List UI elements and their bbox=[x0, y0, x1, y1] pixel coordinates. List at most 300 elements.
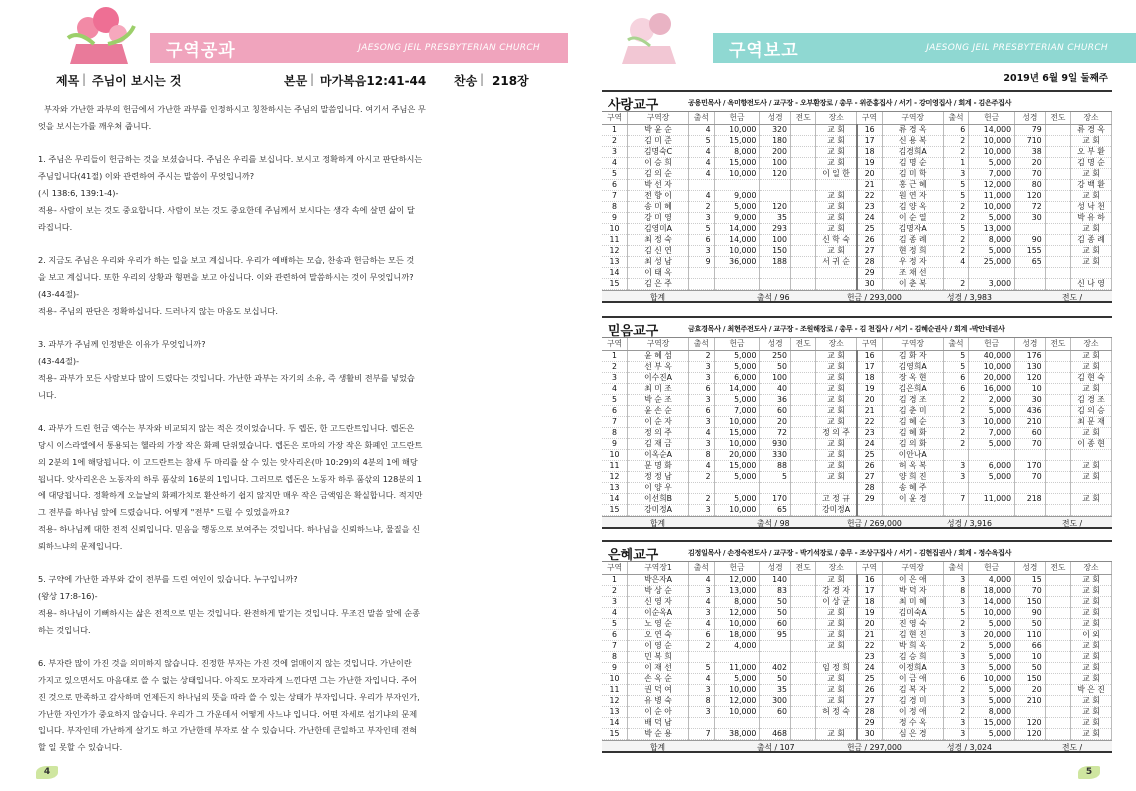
table-cell: 10 bbox=[1015, 651, 1046, 662]
table-cell: 8 bbox=[602, 201, 627, 212]
column-header: 헌금 bbox=[714, 338, 760, 350]
table-cell: 교 회 bbox=[816, 640, 857, 651]
table-cell: 20,000 bbox=[969, 372, 1015, 383]
table-cell bbox=[969, 482, 1015, 493]
table-cell: 3 bbox=[602, 146, 627, 157]
table-cell bbox=[790, 267, 815, 278]
table-cell: 정 수 옥 bbox=[882, 717, 943, 728]
lesson-line: 할 일 못할 수 있습니다. bbox=[38, 742, 123, 753]
table-cell: 성 낙 천 bbox=[1071, 201, 1112, 212]
table-cell: 15 bbox=[1015, 574, 1046, 585]
table-cell: 5,000 bbox=[969, 651, 1015, 662]
table-cell: 강 경 자 bbox=[816, 585, 857, 596]
table-cell: 20 bbox=[1015, 684, 1046, 695]
table-cell: 교 회 bbox=[816, 146, 857, 157]
table-cell: 3 bbox=[689, 416, 714, 427]
table-cell: 30 bbox=[857, 278, 882, 289]
separator: | bbox=[82, 72, 87, 86]
table-cell: 교 회 bbox=[816, 223, 857, 234]
table-cell: 10,000 bbox=[969, 135, 1015, 146]
table-cell: 5 bbox=[943, 190, 968, 201]
table-cell bbox=[1045, 267, 1070, 278]
table-cell: 6,000 bbox=[714, 372, 760, 383]
total-attendance: 출석 / 96 bbox=[757, 292, 790, 302]
table-cell: 김 경 미 bbox=[882, 695, 943, 706]
table-cell bbox=[1045, 706, 1070, 717]
table-cell bbox=[1045, 361, 1070, 372]
table-cell bbox=[790, 361, 815, 372]
table-cell bbox=[1015, 482, 1046, 493]
table-cell: 21 bbox=[857, 405, 882, 416]
table-cell bbox=[1071, 267, 1112, 278]
table-cell: 30 bbox=[857, 728, 882, 739]
table-cell bbox=[790, 245, 815, 256]
table-cell: 2 bbox=[943, 212, 968, 223]
table-cell: 35 bbox=[760, 212, 791, 223]
table-cell: 교 회 bbox=[1071, 728, 1112, 739]
table-cell: 교 회 bbox=[816, 350, 857, 361]
table-cell bbox=[1045, 394, 1070, 405]
table-cell: 강 백 환 bbox=[1071, 179, 1112, 190]
table-cell: 조 채 선 bbox=[882, 267, 943, 278]
table-cell bbox=[790, 574, 815, 585]
lesson-body bbox=[38, 101, 540, 756]
table-cell bbox=[790, 190, 815, 201]
table-cell: 교 회 bbox=[816, 416, 857, 427]
table-cell: 5,000 bbox=[969, 684, 1015, 695]
table-cell: 50 bbox=[760, 361, 791, 372]
table-cell: 468 bbox=[760, 728, 791, 739]
table-cell bbox=[1045, 190, 1070, 201]
table-cell: 신 용 복 bbox=[882, 135, 943, 146]
table-cell: 29 bbox=[857, 493, 882, 504]
table-cell: 7,000 bbox=[969, 168, 1015, 179]
column-header: 출석 bbox=[943, 338, 968, 350]
table-cell: 88 bbox=[760, 460, 791, 471]
table-cell: 28 bbox=[857, 706, 882, 717]
table-cell: 6,000 bbox=[969, 460, 1015, 471]
table-cell: 교 회 bbox=[816, 728, 857, 739]
table-cell: 4 bbox=[943, 256, 968, 267]
table-cell: 4 bbox=[689, 124, 714, 135]
parish-name: 은혜교구 bbox=[608, 548, 659, 563]
table-cell: 50 bbox=[760, 596, 791, 607]
table-cell: 12,000 bbox=[969, 179, 1015, 190]
table-row bbox=[602, 245, 1112, 256]
table-cell: 교 회 bbox=[1071, 651, 1112, 662]
table-cell: 신 나 영 bbox=[1071, 278, 1112, 289]
table-cell: 3 bbox=[689, 585, 714, 596]
table-cell bbox=[790, 717, 815, 728]
table-cell: 15,000 bbox=[714, 157, 760, 168]
table-cell bbox=[760, 651, 791, 662]
table-cell: 21 bbox=[857, 629, 882, 640]
table-cell: 교 회 bbox=[1071, 640, 1112, 651]
table-cell: 박 유 하 bbox=[1071, 212, 1112, 223]
table-cell: 29 bbox=[857, 267, 882, 278]
table-cell: 윤 손 순 bbox=[627, 405, 688, 416]
column-header: 출석 bbox=[689, 562, 714, 574]
column-header: 헌금 bbox=[969, 338, 1015, 350]
table-cell: 188 bbox=[760, 256, 791, 267]
column-header: 전도 bbox=[1045, 112, 1070, 124]
table-cell: 11,000 bbox=[714, 662, 760, 673]
table-cell: 9,000 bbox=[714, 190, 760, 201]
table-cell: 교 회 bbox=[1071, 135, 1112, 146]
table-cell: 정 정 남 bbox=[627, 471, 688, 482]
banner-title: 구역공과 bbox=[166, 41, 236, 61]
table-cell: 교 회 bbox=[1071, 695, 1112, 706]
column-header: 구역장 bbox=[627, 338, 688, 350]
table-cell: 3 bbox=[689, 361, 714, 372]
table-cell: 14 bbox=[602, 717, 627, 728]
lesson-banner bbox=[150, 33, 568, 63]
table-cell: 교 회 bbox=[1071, 168, 1112, 179]
table-cell: 5 bbox=[689, 223, 714, 234]
table-cell: 100 bbox=[760, 234, 791, 245]
table-cell: 최 미 조 bbox=[627, 383, 688, 394]
hymn-label: 찬송 bbox=[454, 74, 478, 88]
table-cell: 5 bbox=[689, 662, 714, 673]
table-cell bbox=[1045, 651, 1070, 662]
table-cell: 83 bbox=[760, 585, 791, 596]
table-row bbox=[602, 350, 1112, 361]
lesson-line: 적용- 하나님이 기뻐하시는 삶은 전적으로 믿는 것입니다. 완전하게 맡기는 것입니다. 무조건 말씀 앞에 순종 bbox=[38, 607, 421, 618]
table-cell bbox=[1045, 234, 1070, 245]
table-cell: 허 옥 복 bbox=[882, 460, 943, 471]
table-row bbox=[602, 482, 1112, 493]
parish-section bbox=[602, 540, 1112, 753]
table-cell: 원 연 자 bbox=[882, 190, 943, 201]
table-row bbox=[602, 695, 1112, 706]
table-cell: 4 bbox=[689, 427, 714, 438]
table-cell bbox=[1045, 383, 1070, 394]
table-cell: 16 bbox=[857, 350, 882, 361]
table-cell: 22 bbox=[857, 640, 882, 651]
table-cell: 6 bbox=[689, 234, 714, 245]
table-cell: 5,000 bbox=[714, 673, 760, 684]
table-row bbox=[602, 574, 1112, 585]
table-cell bbox=[790, 596, 815, 607]
table-cell: 10,000 bbox=[714, 618, 760, 629]
table-cell: 90 bbox=[1015, 607, 1046, 618]
table-cell: 류 경 옥 bbox=[882, 124, 943, 135]
total-attendance: 출석 / 98 bbox=[757, 518, 790, 528]
column-header: 구역장 bbox=[627, 112, 688, 124]
table-cell: 15 bbox=[602, 728, 627, 739]
table-cell: 3 bbox=[602, 596, 627, 607]
table-cell: 16 bbox=[857, 124, 882, 135]
table-cell bbox=[1045, 256, 1070, 267]
lesson-line: 진 것으로 만족하고 감사하며 언제든지 하나님의 뜻을 따라 쓸 수 있는 상태가 부자입니다. 우리가 부자인가, bbox=[38, 691, 420, 702]
table-cell: 15,000 bbox=[714, 460, 760, 471]
table-cell: 박 윤 순 bbox=[627, 124, 688, 135]
table-cell: 22 bbox=[857, 416, 882, 427]
table-cell: 김 혜 화 bbox=[882, 427, 943, 438]
table-cell: 손 옥 순 bbox=[627, 673, 688, 684]
table-cell: 14,000 bbox=[969, 124, 1015, 135]
totals-row bbox=[602, 290, 1112, 303]
table-cell bbox=[943, 504, 968, 515]
parish-section bbox=[602, 90, 1112, 303]
table-cell bbox=[790, 427, 815, 438]
lesson-line: (시 138:6, 139:1-4)- bbox=[38, 187, 119, 198]
table-cell: 2 bbox=[943, 618, 968, 629]
table-row bbox=[602, 684, 1112, 695]
table-row bbox=[602, 394, 1112, 405]
parish-name: 사랑교구 bbox=[608, 98, 659, 113]
table-cell: 노 영 순 bbox=[627, 618, 688, 629]
column-header: 출석 bbox=[689, 338, 714, 350]
column-header: 장소 bbox=[1071, 112, 1112, 124]
table-cell: 23 bbox=[857, 427, 882, 438]
table-cell bbox=[790, 449, 815, 460]
table-cell bbox=[689, 651, 714, 662]
table-cell bbox=[1045, 438, 1070, 449]
table-cell: 이순옥A bbox=[627, 607, 688, 618]
lesson-line: 하는 것입니다. bbox=[38, 624, 91, 635]
table-cell: 6 bbox=[689, 383, 714, 394]
table-cell: 8,000 bbox=[714, 596, 760, 607]
table-cell: 2 bbox=[689, 350, 714, 361]
table-cell: 10,000 bbox=[969, 361, 1015, 372]
table-cell: 10 bbox=[602, 673, 627, 684]
table-cell bbox=[790, 394, 815, 405]
table-cell: 교 회 bbox=[1071, 706, 1112, 717]
table-cell: 24 bbox=[857, 662, 882, 673]
table-cell: 14,000 bbox=[969, 596, 1015, 607]
table-cell: 교 회 bbox=[1071, 717, 1112, 728]
table-cell: 8 bbox=[602, 427, 627, 438]
table-cell bbox=[1045, 416, 1070, 427]
table-cell bbox=[790, 383, 815, 394]
table-cell: 5 bbox=[602, 394, 627, 405]
table-cell bbox=[1045, 168, 1070, 179]
table-cell bbox=[816, 717, 857, 728]
table-cell: 20 bbox=[857, 394, 882, 405]
table-cell: 교 회 bbox=[816, 673, 857, 684]
table-cell: 교 회 bbox=[816, 405, 857, 416]
table-cell: 20,000 bbox=[714, 449, 760, 460]
table-cell: 2 bbox=[943, 684, 968, 695]
table-cell: 13,000 bbox=[969, 223, 1015, 234]
table-cell: 23 bbox=[857, 201, 882, 212]
table-cell: 5 bbox=[760, 471, 791, 482]
page-number: 5 bbox=[1078, 766, 1100, 779]
table-cell: 김 양 옥 bbox=[882, 201, 943, 212]
table-cell: 24 bbox=[857, 212, 882, 223]
table-cell bbox=[816, 267, 857, 278]
table-cell bbox=[816, 179, 857, 190]
table-cell: 이 정 애 bbox=[882, 706, 943, 717]
table-row bbox=[602, 471, 1112, 482]
table-cell: 2 bbox=[943, 394, 968, 405]
table-cell bbox=[1045, 372, 1070, 383]
table-cell bbox=[1045, 212, 1070, 223]
lesson-line: 라집니다. bbox=[38, 221, 73, 232]
table-cell bbox=[760, 190, 791, 201]
table-cell: 170 bbox=[1015, 460, 1046, 471]
table-cell: 28 bbox=[857, 482, 882, 493]
table-cell: 김미숙A bbox=[882, 607, 943, 618]
table-cell bbox=[760, 278, 791, 289]
table-cell bbox=[1045, 405, 1070, 416]
table-cell: 23 bbox=[857, 651, 882, 662]
table-cell: 10,000 bbox=[714, 438, 760, 449]
table-cell: 4 bbox=[689, 146, 714, 157]
table-cell: 36 bbox=[760, 394, 791, 405]
table-cell: 교 회 bbox=[1071, 662, 1112, 673]
table-cell: 38,000 bbox=[714, 728, 760, 739]
table-cell: 3 bbox=[689, 394, 714, 405]
table-cell: 2 bbox=[943, 245, 968, 256]
table-cell: 17 bbox=[857, 585, 882, 596]
table-cell: 교 회 bbox=[816, 607, 857, 618]
table-cell bbox=[790, 471, 815, 482]
column-header: 성경 bbox=[760, 112, 791, 124]
table-cell: 김 경 조 bbox=[1071, 394, 1112, 405]
table-cell: 박 선 자 bbox=[627, 179, 688, 190]
table-cell: 교 회 bbox=[816, 394, 857, 405]
table-cell: 120 bbox=[1015, 190, 1046, 201]
table-cell: 진 영 숙 bbox=[882, 618, 943, 629]
total-offering: 헌금 / 297,000 bbox=[847, 742, 902, 752]
table-cell: 4 bbox=[689, 460, 714, 471]
table-cell: 김 명 순 bbox=[882, 157, 943, 168]
table-cell: 20 bbox=[857, 618, 882, 629]
table-cell: 김 종 례 bbox=[882, 234, 943, 245]
table-cell: 3 bbox=[689, 212, 714, 223]
table-cell: 3 bbox=[689, 372, 714, 383]
table-cell: 140 bbox=[760, 574, 791, 585]
table-cell: 3 bbox=[689, 684, 714, 695]
table-cell bbox=[760, 717, 791, 728]
table-row bbox=[602, 596, 1112, 607]
table-cell: 5,000 bbox=[969, 662, 1015, 673]
table-row bbox=[602, 449, 1112, 460]
table-cell: 2 bbox=[943, 427, 968, 438]
column-header: 구역 bbox=[602, 112, 627, 124]
table-cell: 10,000 bbox=[714, 168, 760, 179]
table-cell: 20 bbox=[1015, 157, 1046, 168]
table-row bbox=[602, 383, 1112, 394]
table-cell: 6 bbox=[943, 372, 968, 383]
table-cell: 10,000 bbox=[969, 146, 1015, 157]
table-cell: 710 bbox=[1015, 135, 1046, 146]
total-label: 합계 bbox=[650, 742, 666, 752]
table-cell: 130 bbox=[1015, 361, 1046, 372]
table-cell bbox=[1045, 179, 1070, 190]
table-cell: 이선희B bbox=[627, 493, 688, 504]
table-cell: 이 금 애 bbox=[882, 673, 943, 684]
table-cell: 김 미 학 bbox=[882, 168, 943, 179]
table-cell bbox=[1045, 157, 1070, 168]
table-cell: 교 회 bbox=[816, 372, 857, 383]
table-cell: 김 현 숙 bbox=[1071, 372, 1112, 383]
table-cell: 9 bbox=[689, 256, 714, 267]
table-cell: 김 명 순 bbox=[1071, 157, 1112, 168]
table-row bbox=[602, 493, 1112, 504]
lesson-line: 뢰하느냐의 문제입니다. bbox=[38, 540, 123, 551]
flower-illustration bbox=[598, 0, 698, 70]
table-cell bbox=[1015, 278, 1046, 289]
total-label: 합계 bbox=[650, 518, 666, 528]
table-cell: 3 bbox=[689, 438, 714, 449]
table-cell: 20,000 bbox=[969, 629, 1015, 640]
table-cell: 11,000 bbox=[969, 190, 1015, 201]
table-cell: 김경희A bbox=[882, 146, 943, 157]
table-cell: 교 회 bbox=[1071, 190, 1112, 201]
table-cell: 4,000 bbox=[969, 574, 1015, 585]
table-cell: 4,000 bbox=[714, 640, 760, 651]
parish-header bbox=[602, 540, 1112, 562]
table-cell: 김은희A bbox=[882, 383, 943, 394]
table-cell: 교 회 bbox=[1071, 256, 1112, 267]
table-cell bbox=[790, 201, 815, 212]
table-cell: 이 외 bbox=[1071, 629, 1112, 640]
table-cell bbox=[1045, 124, 1070, 135]
table-cell: 3 bbox=[943, 728, 968, 739]
table-cell: 4 bbox=[602, 157, 627, 168]
table-cell bbox=[1015, 504, 1046, 515]
table-cell: 이 춘 복 bbox=[882, 278, 943, 289]
table-cell: 허 정 숙 bbox=[816, 706, 857, 717]
table-cell: 15,000 bbox=[969, 717, 1015, 728]
table-cell: 1 bbox=[602, 124, 627, 135]
table-cell: 교 회 bbox=[1071, 460, 1112, 471]
table-cell: 김 복 자 bbox=[882, 684, 943, 695]
table-row bbox=[602, 717, 1112, 728]
table-row bbox=[602, 278, 1112, 289]
table-cell bbox=[790, 256, 815, 267]
table-cell: 19 bbox=[857, 607, 882, 618]
column-header: 장소 bbox=[816, 338, 857, 350]
column-header: 전도 bbox=[1045, 562, 1070, 574]
table-cell: 5 bbox=[943, 361, 968, 372]
table-cell: 유 병 숙 bbox=[627, 695, 688, 706]
table-cell bbox=[1045, 278, 1070, 289]
table-cell bbox=[1045, 146, 1070, 157]
table-row bbox=[602, 372, 1112, 383]
table-cell: 70 bbox=[1015, 438, 1046, 449]
table-cell bbox=[943, 449, 968, 460]
table-cell: 이 태 옥 bbox=[627, 267, 688, 278]
table-cell: 1 bbox=[943, 157, 968, 168]
table-row bbox=[602, 146, 1112, 157]
parish-staff: 김정일목사 / 손정숙전도사 / 교구장 - 박기석장로 / 총무 - 조상구집사 / 서기 - 김현집권사 / 회계 - 정수옥집사 bbox=[688, 548, 1012, 557]
table-cell bbox=[790, 651, 815, 662]
table-cell: 79 bbox=[1015, 124, 1046, 135]
table-cell: 120 bbox=[1015, 728, 1046, 739]
table-cell bbox=[689, 267, 714, 278]
total-bible: 성경 / 3,983 bbox=[947, 292, 992, 302]
table-row bbox=[602, 234, 1112, 245]
table-cell bbox=[790, 212, 815, 223]
table-cell: 250 bbox=[760, 350, 791, 361]
table-cell: 김 화 자 bbox=[882, 350, 943, 361]
table-cell: 김영미A bbox=[627, 223, 688, 234]
table-cell: 21 bbox=[857, 179, 882, 190]
table-cell: 박은자A bbox=[627, 574, 688, 585]
table-cell: 교 회 bbox=[1071, 245, 1112, 256]
table-cell bbox=[689, 179, 714, 190]
table-cell: 72 bbox=[1015, 201, 1046, 212]
table-cell: 3 bbox=[943, 717, 968, 728]
table-row bbox=[602, 157, 1112, 168]
table-cell bbox=[1045, 493, 1070, 504]
table-cell bbox=[1045, 640, 1070, 651]
table-cell: 25 bbox=[857, 223, 882, 234]
